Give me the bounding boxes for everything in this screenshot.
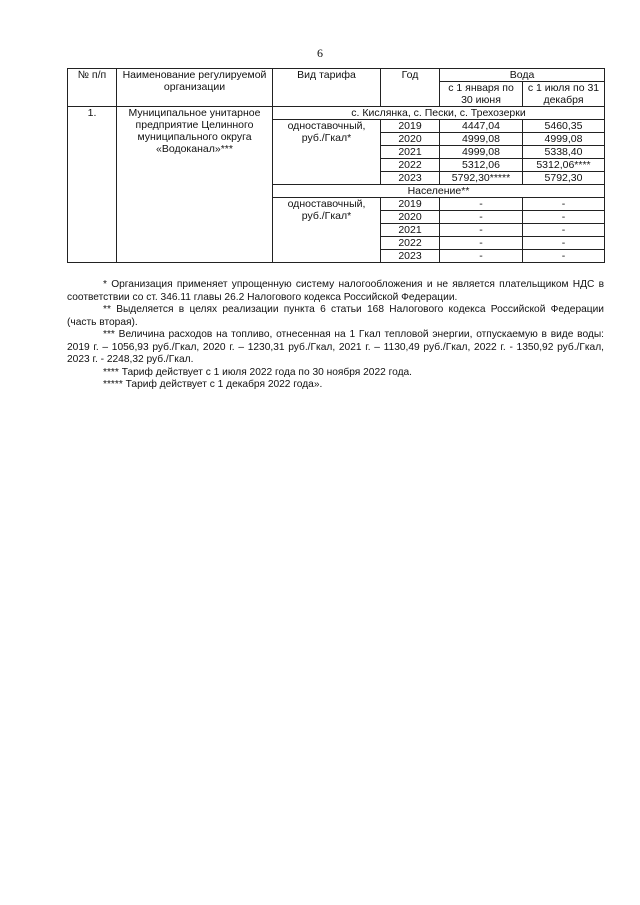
- year-cell: 2020: [381, 211, 440, 224]
- header-num: № п/п: [68, 69, 117, 107]
- header-period1: с 1 января по 30 июня: [440, 82, 523, 107]
- tariff-type-cell: одноставочный, руб./Гкал*: [273, 120, 381, 185]
- page-number: 6: [317, 46, 323, 60]
- period2-cell: 5792,30: [523, 172, 605, 185]
- period1-cell: 4999,08: [440, 133, 523, 146]
- period2-cell: 5460,35: [523, 120, 605, 133]
- header-tariff-type: Вид тарифа: [273, 69, 381, 107]
- period1-cell: 5312,06: [440, 159, 523, 172]
- year-cell: 2022: [381, 159, 440, 172]
- section-title: с. Кислянка, с. Пески, с. Трехозерки: [273, 107, 605, 120]
- year-cell: 2022: [381, 237, 440, 250]
- section-title: Население**: [273, 185, 605, 198]
- footnote: ** Выделяется в целях реализации пункта 6 статьи 168 Налогового кодекса Российской Федерации (часть вторая).: [67, 304, 604, 328]
- period1-cell: 4447,04: [440, 120, 523, 133]
- section-row: [68, 107, 605, 120]
- header-row: [68, 69, 605, 82]
- period2-cell: 4999,08: [523, 133, 605, 146]
- row-number: 1.: [68, 107, 117, 263]
- organization-name: Муниципальное унитарное предприятие Целинного муниципального округа «Водоканал»***: [117, 107, 273, 263]
- year-cell: 2020: [381, 133, 440, 146]
- year-cell: 2023: [381, 172, 440, 185]
- footnotes: [67, 279, 604, 392]
- period2-cell: 5338,40: [523, 146, 605, 159]
- year-cell: 2023: [381, 250, 440, 263]
- period1-cell: 5792,30*****: [440, 172, 523, 185]
- year-cell: 2021: [381, 224, 440, 237]
- year-cell: 2021: [381, 146, 440, 159]
- year-cell: 2019: [381, 198, 440, 211]
- tariff-table: [67, 68, 605, 263]
- period2-cell: 5312,06****: [523, 159, 605, 172]
- header-water: Вода: [440, 69, 605, 82]
- period1-cell: -: [440, 211, 523, 224]
- tariff-type-cell: одноставочный, руб./Гкал*: [273, 198, 381, 263]
- period2-cell: -: [523, 224, 605, 237]
- footnote: *** Величина расходов на топливо, отнесенная на 1 Гкал тепловой энергии, отпускаемую в виде воды: 2019 г. – 1056,93 руб./Гкал, 2020 г. – 1230,31 руб./Гкал, 2021 г. – 1130,49 руб./Гкал, 2022 г. - 1350,92 руб./Гкал, 2023 г. - 2248,32 руб./Гкал.: [67, 329, 604, 365]
- period2-cell: -: [523, 250, 605, 263]
- period1-cell: -: [440, 198, 523, 211]
- period2-cell: -: [523, 211, 605, 224]
- footnote: ***** Тариф действует с 1 декабря 2022 года».: [103, 379, 323, 390]
- period1-cell: 4999,08: [440, 146, 523, 159]
- header-year: Год: [381, 69, 440, 107]
- header-period2: с 1 июля по 31 декабря: [523, 82, 605, 107]
- footnote: * Организация применяет упрощенную систему налогообложения и не является плательщиком НДС в соответствии со ст. 346.11 главы 26.2 Налогового кодекса Российской Федерации.: [67, 279, 604, 303]
- period1-cell: -: [440, 224, 523, 237]
- period2-cell: -: [523, 198, 605, 211]
- period1-cell: -: [440, 250, 523, 263]
- period2-cell: -: [523, 237, 605, 250]
- period1-cell: -: [440, 237, 523, 250]
- footnote: **** Тариф действует с 1 июля 2022 года по 30 ноября 2022 года.: [103, 366, 413, 378]
- header-org: Наименование регулируемой организации: [117, 69, 273, 107]
- year-cell: 2019: [381, 120, 440, 133]
